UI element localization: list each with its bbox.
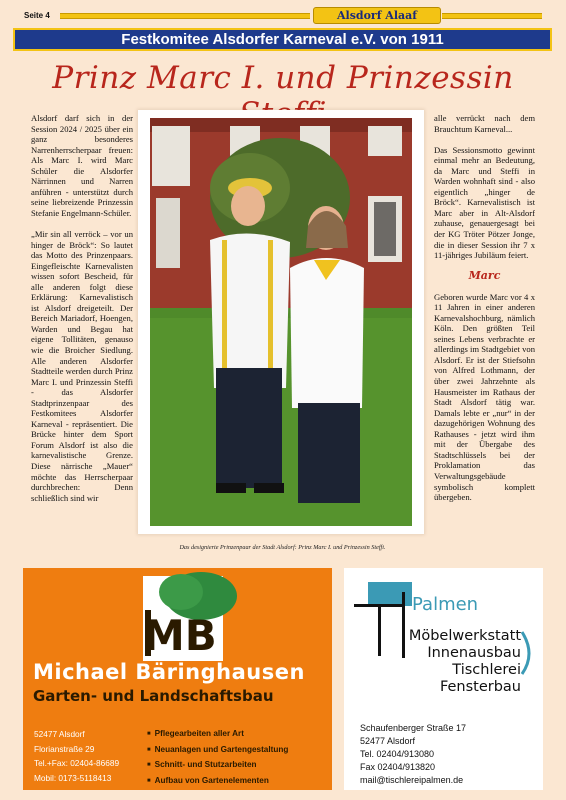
palmen-brand: Palmen: [412, 594, 479, 615]
page-header: [0, 0, 566, 22]
article-column-right: [434, 113, 535, 513]
service-item: ■ Aufbau von Gartenelementen: [147, 774, 288, 790]
company-address: [34, 727, 119, 785]
paragraph: Geboren wurde Marc vor 4 x 11 Jahren in einer anderen Karnevalshochburg, nämlich Köln. Den größten Teil seines Lebens verbrachte er allerdings im Stadtgebiet von Alsdorf. Er ist der Stiefsohn von Alfred Lothmann, der über zwei Jahrzehnte als Hausmeister im Rathaus der Stadt Alsdorf tätig war. Damals lebte er „nur“ in der dazugehörigen Wohnung des Rathauses - jetzt wird ihm mit der Übergabe des Stadtschlüssels bei der Proklamation das Verwaltungsgebäude symbolisch komplett übergeben.: [434, 291, 535, 503]
header-rule-right: [442, 13, 542, 19]
contact-email[interactable]: mail@tischlereipalmen.de: [360, 775, 464, 785]
contact-line: Tel. 02404/913080: [360, 749, 435, 759]
address-line: Tel.+Fax: 02404-86689: [34, 758, 120, 768]
paragraph: Das Sessionsmotto gewinnt einmal mehr an Bedeutung, da Marc und Steffi in Warden wohnhaft sind - also eigentlich „hinger de Bröck“. Karnevalistisch ist Marc aber in Alt-Alsdorf zuhause, genauergesagt bei der KG Tröter Pötzer Jonge, die in dieser Session ihr 7 x 11-jähriges Jubiläum feiert.: [434, 144, 535, 261]
palmen-contact: [360, 722, 466, 787]
company-subtitle: Garten- und Landschaftsbau: [33, 687, 274, 705]
service-line: Innenausbau: [427, 645, 521, 661]
service-list: [147, 727, 288, 789]
service-line: Fensterbau: [439, 679, 521, 695]
service-line: Möbelwerkstatt: [408, 628, 521, 644]
advertisement-baeringhausen: [23, 568, 332, 790]
tree-logo: [131, 570, 241, 662]
photo-caption: Das designierte Prinzenpaar der Stadt Alsdorf: Prinz Marc I. und Prinzessin Steffi.: [179, 544, 386, 551]
contact-line: Schaufenberger Straße 17: [360, 723, 467, 733]
palmen-services: [344, 628, 543, 696]
service-line: Tischlerei: [452, 662, 521, 678]
subheading-marc: Marc: [468, 269, 501, 283]
address-line: Florianstraße 29: [34, 743, 95, 754]
address-line: 52477 Alsdorf: [34, 729, 85, 739]
photo-illustration: [150, 118, 412, 526]
contact-line: 52477 Alsdorf: [360, 736, 416, 746]
paragraph: „Mir sin all verröck – vor un hinger de Bröck“: So lautet das Motto des Prinzenpaars. Eingefleischte Karnevalisten wissen sofort Bescheid, für alle anderen folgt diese Erklärung: Karnevalistisch ist Alsdorf dreigeteilt. Der Bereich Mariadorf, Hoengen, Warden und Begau hat eigene Tollitäten, genauso wie die Broicher Siedlung. Alle anderen Alsdorfer Stadtteile werden durch Prinz Marc I. und Prinzessin Steffi - das Alsdorfer Stadtprinzenpaar des Festkomitees Alsdorfer Karneval - repräsentiert. Die Brücke hinter dem Sport Forum Alsdorf ist also die karnevalistische Grenze. Diese närrische „Mauer“ möchte das Herrscherpaar durchbrechen: Denn schließlich sind wir: [31, 228, 133, 503]
couple-photo: [140, 112, 422, 532]
publication-brand: Alsdorf Alaaf: [313, 7, 441, 24]
article-title: Prinz Marc I. und Prinzessin: [52, 60, 514, 96]
page-number: Seite 4: [24, 11, 50, 20]
company-name: Michael Bäringhausen: [33, 660, 305, 684]
paragraph: alle verrückt nach dem Brauchtum Karneval...: [434, 113, 535, 134]
address-line: Mobil: 0173-5118413: [34, 772, 112, 783]
header-rule: [60, 13, 310, 19]
section-banner: Festkomitee Alsdorfer Karneval e.V. von 1911: [13, 28, 552, 51]
service-item: ■ Schnitt- und Stutzarbeiten: [147, 758, 288, 774]
service-item: ■ Pflegearbeiten aller Art: [147, 727, 288, 743]
paragraph: Alsdorf darf sich in der Session 2024 / 2025 über ein ganz besonderes Narrenherrscherpaar freuen: Als Marc I. wird Marc Schüler die Alsdorfer Närrinnen und Narren anführen - unterstützt durch seine liebreizende Prinzessin Stefanie Engelmann-Schüler.: [31, 113, 133, 218]
article-column-left: [31, 113, 133, 514]
advertisement-palmen: [344, 568, 543, 790]
logo-letters: MB: [143, 611, 217, 660]
contact-line: Fax 02404/913820: [360, 762, 436, 772]
service-item: ■ Neuanlagen und Gartengestaltung: [147, 743, 288, 759]
